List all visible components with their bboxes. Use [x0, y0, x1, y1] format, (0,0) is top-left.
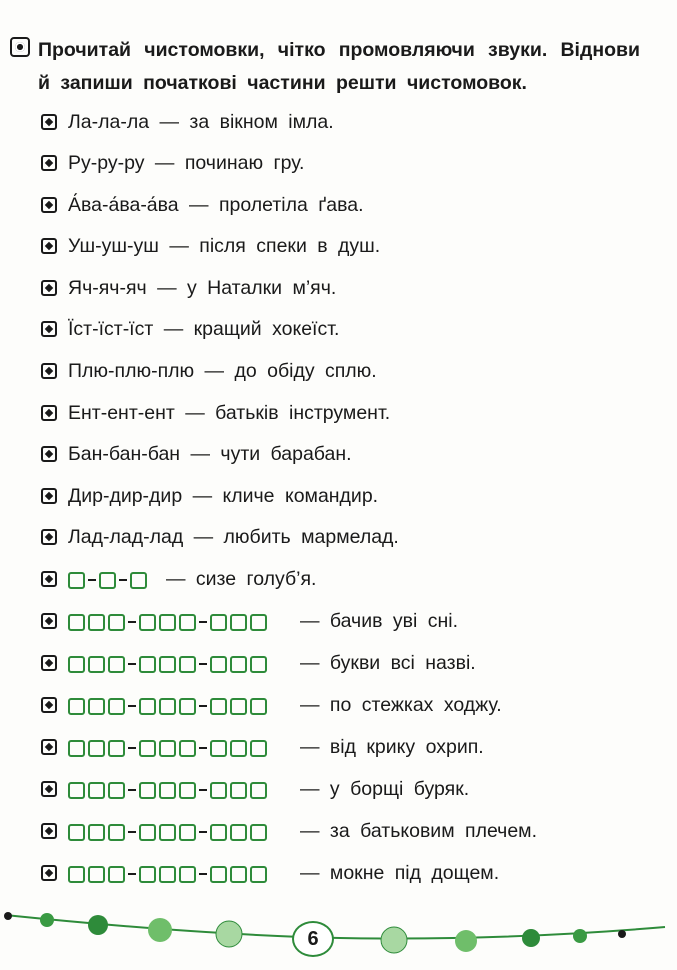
letter-boxes[interactable] [68, 654, 270, 674]
letter-box[interactable] [108, 866, 125, 883]
letter-box[interactable] [250, 656, 267, 673]
letter-box[interactable] [250, 782, 267, 799]
bullet-icon [41, 155, 57, 171]
letter-box[interactable] [250, 614, 267, 631]
letter-box[interactable] [139, 698, 156, 715]
letter-box[interactable] [210, 698, 227, 715]
letter-box[interactable] [230, 824, 247, 841]
letter-box[interactable] [159, 656, 176, 673]
letter-box[interactable] [68, 572, 85, 589]
letter-boxes[interactable] [68, 570, 150, 590]
letter-box[interactable] [88, 824, 105, 841]
letter-box[interactable] [68, 782, 85, 799]
letter-box[interactable] [108, 698, 125, 715]
letter-box[interactable] [230, 656, 247, 673]
footer-decoration [0, 905, 677, 965]
hyphen [199, 705, 207, 707]
hyphen [199, 747, 207, 749]
letter-box[interactable] [250, 824, 267, 841]
letter-box[interactable] [159, 782, 176, 799]
letter-box[interactable] [250, 698, 267, 715]
hyphen [199, 873, 207, 875]
hyphen [128, 831, 136, 833]
task-header [10, 34, 640, 100]
target-icon [10, 37, 30, 57]
bullet-icon [41, 865, 57, 881]
hyphen [128, 663, 136, 665]
letter-box[interactable] [159, 614, 176, 631]
letter-box[interactable] [68, 698, 85, 715]
bullet-icon [41, 739, 57, 755]
letter-box[interactable] [88, 614, 105, 631]
hyphen [199, 621, 207, 623]
letter-box[interactable] [108, 656, 125, 673]
hyphen [119, 579, 127, 581]
letter-box[interactable] [230, 782, 247, 799]
letter-boxes[interactable] [68, 612, 270, 632]
letter-box[interactable] [159, 698, 176, 715]
bullet-icon [41, 655, 57, 671]
letter-box[interactable] [179, 656, 196, 673]
letter-box[interactable] [88, 656, 105, 673]
hyphen [128, 747, 136, 749]
bullet-icon [41, 405, 57, 421]
letter-box[interactable] [68, 656, 85, 673]
letter-box[interactable] [139, 782, 156, 799]
letter-boxes[interactable] [68, 822, 270, 842]
letter-box[interactable] [139, 824, 156, 841]
letter-box[interactable] [250, 866, 267, 883]
letter-box[interactable] [139, 614, 156, 631]
letter-box[interactable] [230, 698, 247, 715]
letter-box[interactable] [250, 740, 267, 757]
letter-box[interactable] [108, 614, 125, 631]
letter-box[interactable] [130, 572, 147, 589]
bullet-icon [41, 114, 57, 130]
letter-box[interactable] [159, 866, 176, 883]
bullet-icon [41, 613, 57, 629]
letter-box[interactable] [99, 572, 116, 589]
letter-box[interactable] [88, 782, 105, 799]
hyphen [88, 579, 96, 581]
letter-box[interactable] [139, 656, 156, 673]
letter-box[interactable] [179, 824, 196, 841]
letter-box[interactable] [68, 866, 85, 883]
letter-box[interactable] [230, 866, 247, 883]
letter-box[interactable] [210, 866, 227, 883]
letter-box[interactable] [68, 824, 85, 841]
letter-box[interactable] [68, 614, 85, 631]
letter-box[interactable] [139, 866, 156, 883]
letter-box[interactable] [210, 740, 227, 757]
task-instruction: Прочитай чистомовки, чітко промовляючи звуки. Віднови й запиши початкові частини решти чистомовок. [38, 39, 640, 94]
bullet-icon [41, 446, 57, 462]
bullet-icon [41, 280, 57, 296]
bullet-icon [41, 197, 57, 213]
letter-box[interactable] [159, 740, 176, 757]
bullet-icon [41, 823, 57, 839]
letter-box[interactable] [179, 740, 196, 757]
letter-box[interactable] [179, 866, 196, 883]
page-number: 6 [292, 921, 334, 957]
hyphen [199, 789, 207, 791]
bullet-icon [41, 781, 57, 797]
letter-box[interactable] [88, 740, 105, 757]
bullet-icon [41, 321, 57, 337]
letter-box[interactable] [108, 782, 125, 799]
hyphen [199, 831, 207, 833]
letter-boxes[interactable] [68, 696, 270, 716]
hyphen [128, 705, 136, 707]
letter-box[interactable] [230, 740, 247, 757]
letter-box[interactable] [210, 656, 227, 673]
bullet-icon [41, 697, 57, 713]
letter-box[interactable] [159, 824, 176, 841]
bullet-icon [41, 488, 57, 504]
letter-box[interactable] [230, 614, 247, 631]
letter-box[interactable] [108, 740, 125, 757]
letter-box[interactable] [210, 782, 227, 799]
letter-box[interactable] [179, 782, 196, 799]
letter-boxes[interactable] [68, 780, 270, 800]
letter-box[interactable] [108, 824, 125, 841]
hyphen [128, 621, 136, 623]
letter-box[interactable] [139, 740, 156, 757]
bullet-icon [41, 238, 57, 254]
hyphen [199, 663, 207, 665]
bullet-icon [41, 571, 57, 587]
bullet-icon [41, 363, 57, 379]
hyphen [128, 789, 136, 791]
letter-box[interactable] [210, 824, 227, 841]
letter-box[interactable] [88, 698, 105, 715]
bullet-icon [41, 529, 57, 545]
letter-box[interactable] [88, 866, 105, 883]
letter-box[interactable] [179, 614, 196, 631]
letter-boxes[interactable] [68, 738, 270, 758]
letter-box[interactable] [68, 740, 85, 757]
letter-boxes[interactable] [68, 864, 270, 884]
hyphen [128, 873, 136, 875]
letter-box[interactable] [210, 614, 227, 631]
letter-box[interactable] [179, 698, 196, 715]
